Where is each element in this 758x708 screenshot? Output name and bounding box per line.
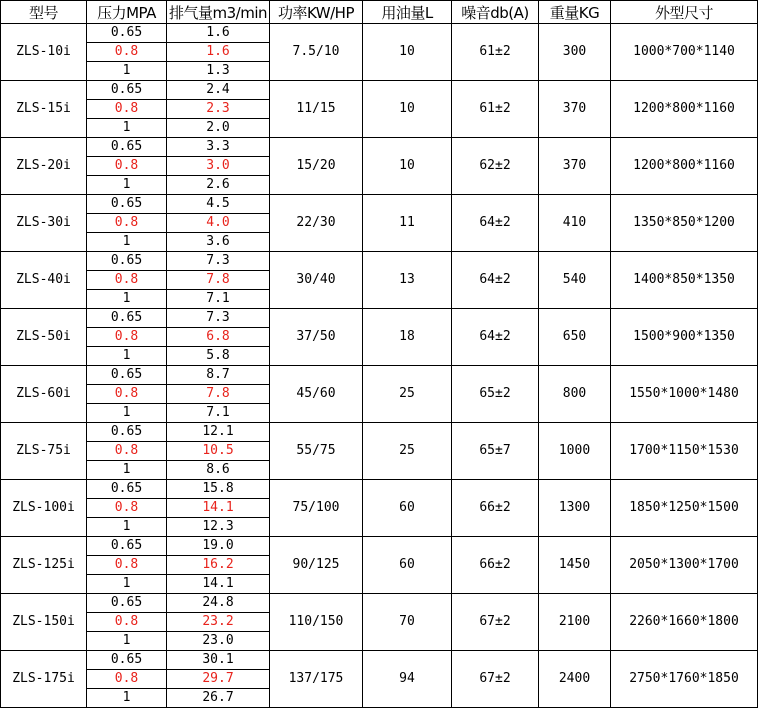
flow-cell: 15.8 xyxy=(167,480,270,499)
flow-cell: 2.4 xyxy=(167,81,270,100)
noise-cell: 61±2 xyxy=(452,81,539,138)
pressure-cell: 0.8 xyxy=(87,271,167,290)
dims-cell: 1200*800*1160 xyxy=(611,138,758,195)
model-cell: ZLS-175i xyxy=(1,651,87,708)
pressure-cell: 0.65 xyxy=(87,81,167,100)
power-cell: 30/40 xyxy=(270,252,363,309)
table-row xyxy=(1,537,758,556)
flow-cell: 7.1 xyxy=(167,290,270,309)
pressure-cell: 0.8 xyxy=(87,157,167,176)
oil-cell: 10 xyxy=(363,24,452,81)
pressure-cell: 1 xyxy=(87,233,167,252)
noise-cell: 67±2 xyxy=(452,594,539,651)
pressure-cell: 0.8 xyxy=(87,43,167,62)
pressure-cell: 0.8 xyxy=(87,670,167,689)
table-row xyxy=(1,594,758,613)
flow-cell: 8.7 xyxy=(167,366,270,385)
dims-cell: 1200*800*1160 xyxy=(611,81,758,138)
model-cell: ZLS-30i xyxy=(1,195,87,252)
header-noise: 噪音db(A) xyxy=(452,1,539,24)
dims-cell: 1550*1000*1480 xyxy=(611,366,758,423)
flow-cell: 12.3 xyxy=(167,518,270,537)
weight-cell: 370 xyxy=(539,138,611,195)
pressure-cell: 0.65 xyxy=(87,24,167,43)
flow-cell: 2.3 xyxy=(167,100,270,119)
flow-cell: 1.6 xyxy=(167,24,270,43)
pressure-cell: 1 xyxy=(87,632,167,651)
pressure-cell: 0.65 xyxy=(87,309,167,328)
flow-cell: 7.8 xyxy=(167,385,270,404)
table-row xyxy=(1,366,758,385)
model-cell: ZLS-50i xyxy=(1,309,87,366)
noise-cell: 66±2 xyxy=(452,480,539,537)
pressure-cell: 0.8 xyxy=(87,328,167,347)
oil-cell: 10 xyxy=(363,81,452,138)
flow-cell: 8.6 xyxy=(167,461,270,480)
oil-cell: 10 xyxy=(363,138,452,195)
pressure-cell: 0.8 xyxy=(87,613,167,632)
flow-cell: 6.8 xyxy=(167,328,270,347)
dims-cell: 1400*850*1350 xyxy=(611,252,758,309)
flow-cell: 7.8 xyxy=(167,271,270,290)
pressure-cell: 0.8 xyxy=(87,214,167,233)
pressure-cell: 1 xyxy=(87,176,167,195)
weight-cell: 800 xyxy=(539,366,611,423)
header-model: 型号 xyxy=(1,1,87,24)
flow-cell: 1.3 xyxy=(167,62,270,81)
flow-cell: 4.0 xyxy=(167,214,270,233)
oil-cell: 11 xyxy=(363,195,452,252)
flow-cell: 7.3 xyxy=(167,252,270,271)
pressure-cell: 0.65 xyxy=(87,651,167,670)
oil-cell: 18 xyxy=(363,309,452,366)
table-row xyxy=(1,24,758,43)
oil-cell: 60 xyxy=(363,537,452,594)
pressure-cell: 0.8 xyxy=(87,556,167,575)
model-cell: ZLS-60i xyxy=(1,366,87,423)
noise-cell: 64±2 xyxy=(452,309,539,366)
flow-cell: 30.1 xyxy=(167,651,270,670)
power-cell: 37/50 xyxy=(270,309,363,366)
oil-cell: 25 xyxy=(363,366,452,423)
flow-cell: 3.3 xyxy=(167,138,270,157)
flow-cell: 3.0 xyxy=(167,157,270,176)
dims-cell: 2260*1660*1800 xyxy=(611,594,758,651)
noise-cell: 64±2 xyxy=(452,195,539,252)
pressure-cell: 0.65 xyxy=(87,423,167,442)
dims-cell: 1700*1150*1530 xyxy=(611,423,758,480)
header-dims: 外型尺寸 xyxy=(611,1,758,24)
table-header xyxy=(1,1,758,24)
flow-cell: 4.5 xyxy=(167,195,270,214)
weight-cell: 650 xyxy=(539,309,611,366)
pressure-cell: 1 xyxy=(87,119,167,138)
power-cell: 55/75 xyxy=(270,423,363,480)
pressure-cell: 0.65 xyxy=(87,480,167,499)
weight-cell: 1300 xyxy=(539,480,611,537)
dims-cell: 1350*850*1200 xyxy=(611,195,758,252)
header-pressure: 压力MPA xyxy=(87,1,167,24)
table-row xyxy=(1,195,758,214)
flow-cell: 2.0 xyxy=(167,119,270,138)
pressure-cell: 0.8 xyxy=(87,442,167,461)
header-oil: 用油量L xyxy=(363,1,452,24)
pressure-cell: 0.65 xyxy=(87,138,167,157)
pressure-cell: 0.65 xyxy=(87,195,167,214)
pressure-cell: 1 xyxy=(87,290,167,309)
weight-cell: 1000 xyxy=(539,423,611,480)
dims-cell: 1000*700*1140 xyxy=(611,24,758,81)
noise-cell: 65±7 xyxy=(452,423,539,480)
flow-cell: 5.8 xyxy=(167,347,270,366)
power-cell: 75/100 xyxy=(270,480,363,537)
power-cell: 110/150 xyxy=(270,594,363,651)
pressure-cell: 0.8 xyxy=(87,385,167,404)
flow-cell: 3.6 xyxy=(167,233,270,252)
pressure-cell: 0.8 xyxy=(87,499,167,518)
dims-cell: 2050*1300*1700 xyxy=(611,537,758,594)
power-cell: 45/60 xyxy=(270,366,363,423)
noise-cell: 64±2 xyxy=(452,252,539,309)
table-row xyxy=(1,309,758,328)
weight-cell: 1450 xyxy=(539,537,611,594)
weight-cell: 2100 xyxy=(539,594,611,651)
flow-cell: 24.8 xyxy=(167,594,270,613)
power-cell: 11/15 xyxy=(270,81,363,138)
header-weight: 重量KG xyxy=(539,1,611,24)
oil-cell: 70 xyxy=(363,594,452,651)
oil-cell: 25 xyxy=(363,423,452,480)
header-flow: 排气量m3/min xyxy=(167,1,270,24)
pressure-cell: 1 xyxy=(87,575,167,594)
weight-cell: 410 xyxy=(539,195,611,252)
oil-cell: 94 xyxy=(363,651,452,708)
flow-cell: 12.1 xyxy=(167,423,270,442)
flow-cell: 23.0 xyxy=(167,632,270,651)
table-row xyxy=(1,252,758,271)
power-cell: 90/125 xyxy=(270,537,363,594)
flow-cell: 14.1 xyxy=(167,499,270,518)
model-cell: ZLS-150i xyxy=(1,594,87,651)
oil-cell: 60 xyxy=(363,480,452,537)
noise-cell: 61±2 xyxy=(452,24,539,81)
dims-cell: 1500*900*1350 xyxy=(611,309,758,366)
pressure-cell: 0.65 xyxy=(87,594,167,613)
model-cell: ZLS-75i xyxy=(1,423,87,480)
flow-cell: 16.2 xyxy=(167,556,270,575)
model-cell: ZLS-100i xyxy=(1,480,87,537)
header-power: 功率KW/HP xyxy=(270,1,363,24)
table-row xyxy=(1,81,758,100)
model-cell: ZLS-125i xyxy=(1,537,87,594)
table-body xyxy=(1,24,758,708)
model-cell: ZLS-20i xyxy=(1,138,87,195)
pressure-cell: 1 xyxy=(87,518,167,537)
noise-cell: 66±2 xyxy=(452,537,539,594)
pressure-cell: 1 xyxy=(87,62,167,81)
weight-cell: 300 xyxy=(539,24,611,81)
model-cell: ZLS-10i xyxy=(1,24,87,81)
flow-cell: 10.5 xyxy=(167,442,270,461)
flow-cell: 2.6 xyxy=(167,176,270,195)
pressure-cell: 1 xyxy=(87,347,167,366)
pressure-cell: 0.8 xyxy=(87,100,167,119)
power-cell: 15/20 xyxy=(270,138,363,195)
pressure-cell: 1 xyxy=(87,404,167,423)
oil-cell: 13 xyxy=(363,252,452,309)
noise-cell: 62±2 xyxy=(452,138,539,195)
table-row xyxy=(1,480,758,499)
noise-cell: 65±2 xyxy=(452,366,539,423)
flow-cell: 19.0 xyxy=(167,537,270,556)
weight-cell: 540 xyxy=(539,252,611,309)
weight-cell: 2400 xyxy=(539,651,611,708)
power-cell: 22/30 xyxy=(270,195,363,252)
weight-cell: 370 xyxy=(539,81,611,138)
flow-cell: 26.7 xyxy=(167,689,270,708)
table-row xyxy=(1,138,758,157)
dims-cell: 1850*1250*1500 xyxy=(611,480,758,537)
flow-cell: 14.1 xyxy=(167,575,270,594)
model-cell: ZLS-40i xyxy=(1,252,87,309)
flow-cell: 1.6 xyxy=(167,43,270,62)
table-row xyxy=(1,423,758,442)
power-cell: 137/175 xyxy=(270,651,363,708)
dims-cell: 2750*1760*1850 xyxy=(611,651,758,708)
model-cell: ZLS-15i xyxy=(1,81,87,138)
power-cell: 7.5/10 xyxy=(270,24,363,81)
flow-cell: 23.2 xyxy=(167,613,270,632)
pressure-cell: 0.65 xyxy=(87,366,167,385)
pressure-cell: 1 xyxy=(87,689,167,708)
noise-cell: 67±2 xyxy=(452,651,539,708)
pressure-cell: 0.65 xyxy=(87,252,167,271)
table-row xyxy=(1,651,758,670)
flow-cell: 7.1 xyxy=(167,404,270,423)
flow-cell: 29.7 xyxy=(167,670,270,689)
pressure-cell: 1 xyxy=(87,461,167,480)
pressure-cell: 0.65 xyxy=(87,537,167,556)
flow-cell: 7.3 xyxy=(167,309,270,328)
